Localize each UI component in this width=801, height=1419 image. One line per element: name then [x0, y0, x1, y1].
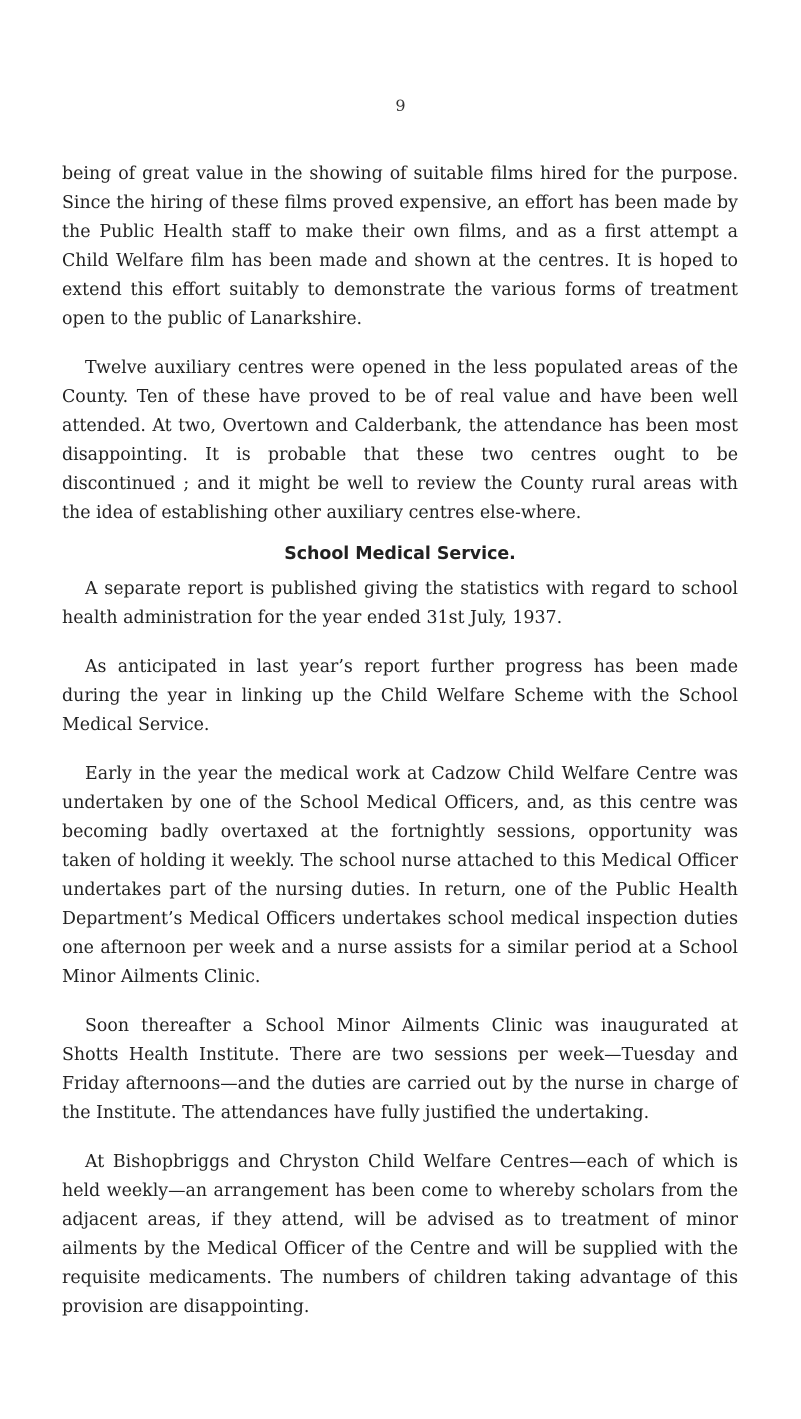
paragraph-films: being of great value in the showing of suitable films hired for the purpose. Since the hiring of these films proved expensive, an effort has been made by the Public Health staff to make their own films, and as a first attempt a Child Welfare film has been made and shown at the centres. It is hoped to extend this effort suitably to demonstrate the various forms of treatment open to the public of Lanarkshire.	[62, 164, 738, 329]
paragraph-shotts: Soon thereafter a School Minor Ailments Clinic was inaugurated at Shotts Health Institute. There are two sessions per week—Tuesday and Friday afternoons—and the duties are carried out by the nurse in charge of the Institute. The attendances have fully justified the undertaking.	[62, 1016, 738, 1123]
paragraph-auxiliary-centres: Twelve auxiliary centres were opened in the less populated areas of the County. Ten of these have proved to be of real value and have been well attended. At two, Overtown and Calderbank, the attendance has been most disappointing. It is probable that these two centres ought to be discontinued ; and it might be well to review the County rural areas with the idea of establishing other auxiliary centres else-where.	[62, 358, 738, 523]
section-heading-school-medical: School Medical Service.	[284, 544, 516, 564]
paragraph-cadzow: Early in the year the medical work at Cadzow Child Welfare Centre was undertaken by one of the School Medical Officers, and, as this centre was becoming badly overtaxed at the fortnightly sessions, opportunity was taken of holding it weekly. The school nurse attached to this Medical Officer undertakes part of the nursing duties. In return, one of the Public Health Department’s Medical Officers undertakes school medical inspection duties one afternoon per week and a nurse assists for a similar period at a School Minor Ailments Clinic.	[62, 764, 738, 987]
page-number: 9	[395, 96, 406, 115]
page-body	[62, 160, 738, 1342]
paragraph-separate-report: A separate report is published giving the statistics with regard to school health administration for the year ended 31st July, 1937.	[62, 579, 738, 628]
paragraph-bishopbriggs: At Bishopbriggs and Chryston Child Welfare Centres—each of which is held weekly—an arrangement has been come to whereby scholars from the adjacent areas, if they attend, will be advised as to treatment of minor ailments by the Medical Officer of the Centre and will be supplied with the requisite medicaments. The numbers of children taking advantage of this provision are disappointing.	[62, 1152, 738, 1317]
paragraph-progress: As anticipated in last year’s report further progress has been made during the year in linking up the Child Welfare Scheme with the School Medical Service.	[62, 657, 738, 735]
